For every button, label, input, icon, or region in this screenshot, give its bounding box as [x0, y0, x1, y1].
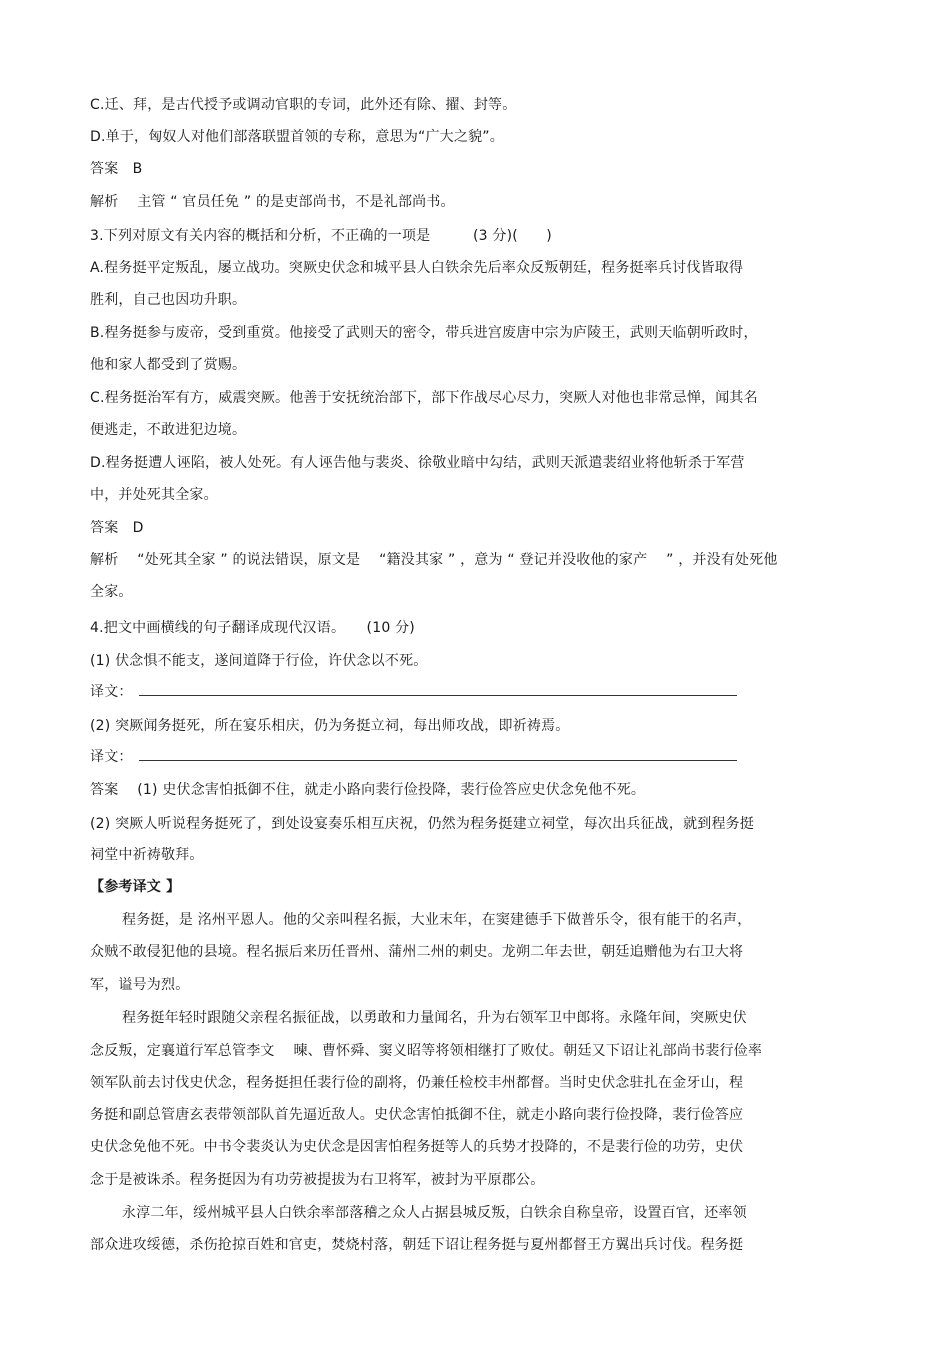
- translation-row-1: [90, 682, 737, 702]
- translation-label: 译文：: [90, 684, 133, 700]
- translation-p1-l2: 众贼不敢侵犯他的县境。程名振后来历任晋州、蒲州二州的刺史。龙朔二年去世，朝廷追赠他为右卫大将: [90, 944, 744, 960]
- answer-3: 答案 D: [90, 520, 144, 536]
- translation-blank-2[interactable]: [139, 747, 737, 761]
- translation-p1-l1: 程务挺，是 洺州平恩人。他的父亲叫程名振，大业末年，在窦建德手下做普乐令，很有能干的名声，: [122, 912, 752, 928]
- translation-blank-1[interactable]: [139, 682, 737, 696]
- analysis-2: 解析 主管 “ 官员任免 ” 的是吏部尚书，不是礼部尚书。: [90, 194, 455, 210]
- answer-4-2: (2) 突厥人听说程务挺死了，到处设宴奏乐相互庆祝，仍然为程务挺建立祠堂，每次出兵征战，就到程务挺: [90, 816, 755, 832]
- translation-p2-l6: 念于是被诛杀。程务挺因为有功劳被提拔为右卫将军，被封为平原郡公。: [90, 1172, 545, 1188]
- q3-option-c-cont: 便逃走，不敢进犯边境。: [90, 422, 247, 438]
- answer-4-1: 答案 (1) 史伏念害怕抵御不住，就走小路向裴行俭投降，裴行俭答应史伏念免他不死。: [90, 782, 646, 798]
- answer-2: 答案 B: [90, 161, 143, 177]
- q3-option-b-cont: 他和家人都受到了赏赐。: [90, 357, 247, 373]
- question-4: 4.把文中画横线的句子翻译成现代汉语。 (10 分): [90, 620, 415, 636]
- q3-option-d-cont: 中，并处死其全家。: [90, 487, 218, 503]
- q3-option-b: B.程务挺参与废帝，受到重赏。他接受了武则天的密令，带兵进宫废唐中宗为庐陵王，武则天临朝听政时，: [90, 325, 758, 341]
- translation-row-2: [90, 747, 737, 767]
- q4-sentence-1: (1) 伏念惧不能支，遂间道降于行俭，许伏念以不死。: [90, 653, 428, 669]
- option-d: D.单于，匈奴人对他们部落联盟首领的专称，意思为“广大之貌”。: [90, 129, 504, 145]
- option-c: C.迁、拜，是古代授予或调动官职的专词，此外还有除、擢、封等。: [90, 97, 517, 113]
- q3-option-a: A.程务挺平定叛乱，屡立战功。突厥史伏念和城平县人白铁余先后率众反叛朝廷，程务挺率兵讨伐皆取得: [90, 260, 744, 276]
- translation-p1-l3: 军，谥号为烈。: [90, 977, 190, 993]
- translation-label: 译文：: [90, 749, 133, 765]
- translation-p3-l1: 永淳二年，绥州城平县人白铁余率部落稽之众人占据县城反叛，白铁余自称皇帝，设置百官，还率领: [122, 1205, 747, 1221]
- translation-p2-l1: 程务挺年轻时跟随父亲程名振征战，以勇敢和力量闻名，升为右领军卫中郎将。永隆年间，突厥史伏: [122, 1010, 747, 1026]
- q3-option-c: C.程务挺治军有方，威震突厥。他善于安抚统治部下，部下作战尽心尽力，突厥人对他也非常忌惮，闻其名: [90, 390, 758, 406]
- q3-option-a-cont: 胜利，自己也因功升职。: [90, 292, 247, 308]
- analysis-3-cont: 全家。: [90, 584, 133, 600]
- reference-translation-heading: 【参考译文 】: [90, 879, 181, 895]
- q3-option-d: D.程务挺遭人诬陷，被人处死。有人诬告他与裴炎、徐敬业暗中勾结，武则天派遣裴绍业将他斩杀于军营: [90, 455, 745, 471]
- translation-p2-l5: 史伏念免他不死。中书令裴炎认为史伏念是因害怕程务挺等人的兵势才投降的，不是裴行俭的功劳，史伏: [90, 1139, 744, 1155]
- question-3: 3.下列对原文有关内容的概括和分析，不正确的一项是 (3 分)( ): [90, 228, 552, 244]
- analysis-3: 解析 “处死其全家 ” 的说法错误，原文是 “籍没其家 ” ，意为 “ 登记并没收他的家产 ” ，并没有处死他: [90, 552, 778, 568]
- answer-4-2-cont: 祠堂中祈祷敬拜。: [90, 847, 204, 863]
- translation-p2-l4: 务挺和副总管唐玄表带领部队首先逼近敌人。史伏念害怕抵御不住，就走小路向裴行俭投降，裴行俭答应: [90, 1107, 744, 1123]
- translation-p2-l3: 领军队前去讨伐史伏念，程务挺担任裴行俭的副将，仍兼任检校丰州都督。当时史伏念驻扎在金牙山，程: [90, 1075, 744, 1091]
- q4-sentence-2: (2) 突厥闻务挺死，所在宴乐相庆，仍为务挺立祠，每出师攻战，即祈祷焉。: [90, 718, 570, 734]
- translation-p2-l2: 念反叛，定襄道行军总管李文 暕、曹怀舜、窦义昭等将领相继打了败仗。朝廷又下诏让礼部尚书裴行俭率: [90, 1043, 763, 1059]
- translation-p3-l2: 部众进攻绥德，杀伤抢掠百姓和官吏，焚烧村落，朝廷下诏让程务挺与夏州都督王方翼出兵讨伐。程务挺: [90, 1237, 744, 1253]
